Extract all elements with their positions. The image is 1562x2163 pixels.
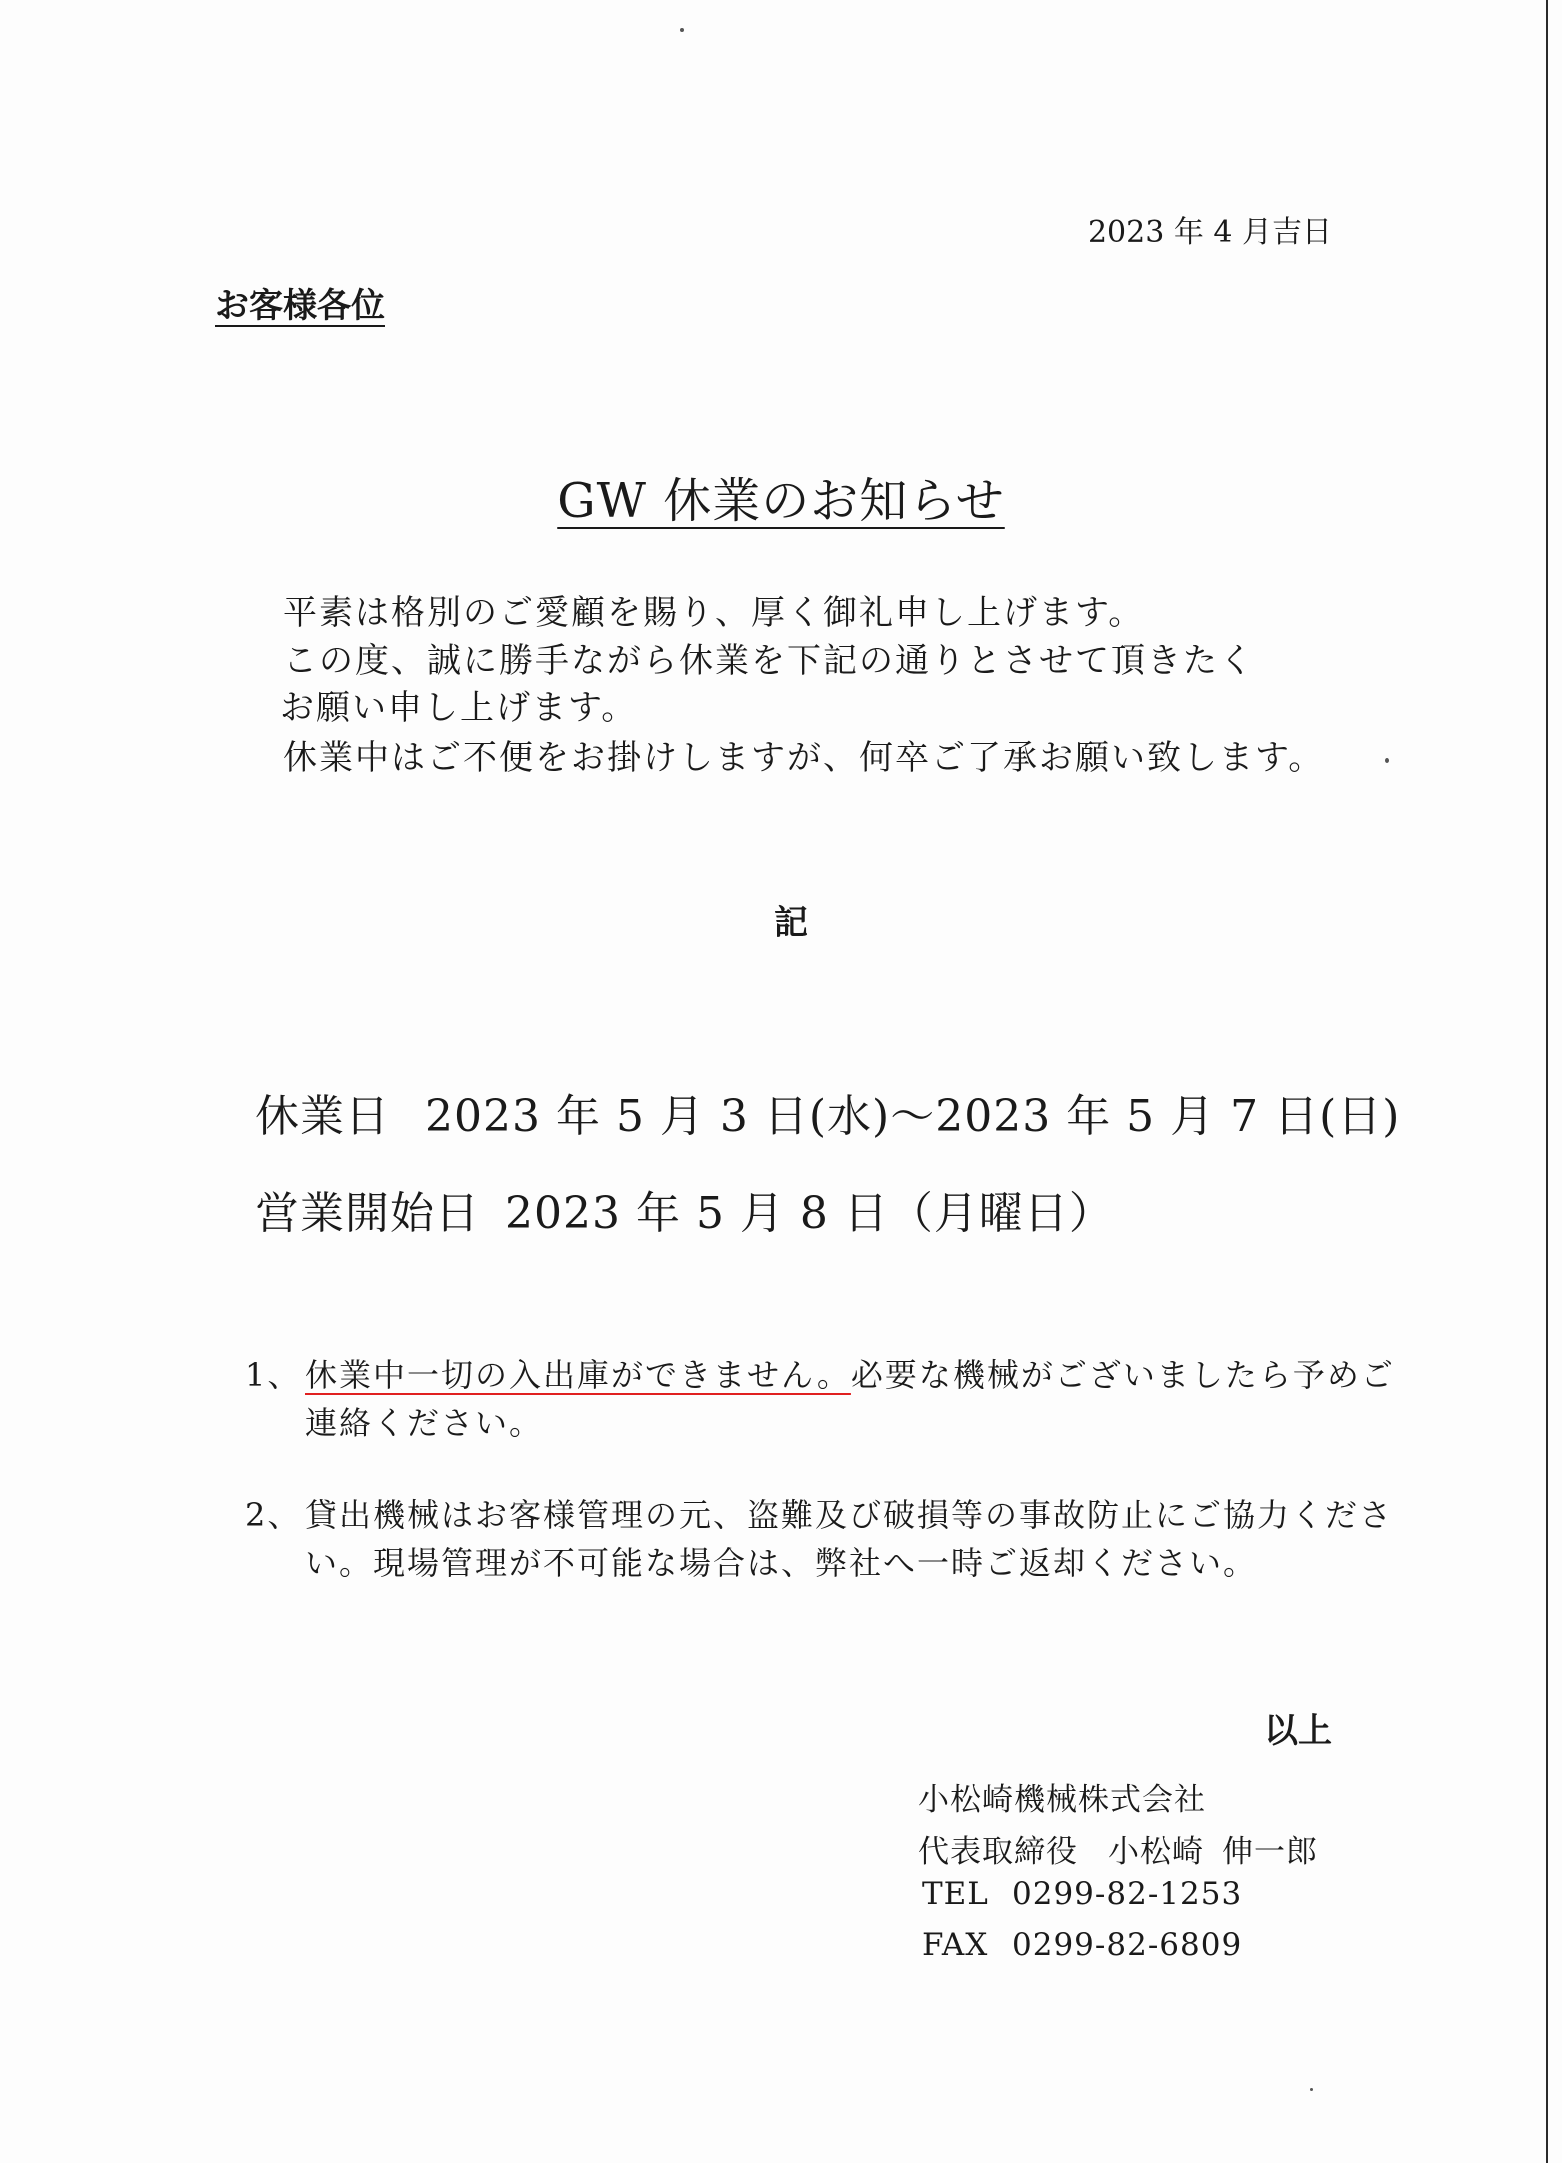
- scan-speck: [1385, 758, 1389, 763]
- scan-speck: [680, 28, 684, 32]
- addressee: お客様各位: [215, 286, 385, 326]
- closed-days-value: 2023 年 5 月 3 日(水)～2023 年 5 月 7 日(日): [425, 1091, 1401, 1142]
- signature-rep-given: 伸一郎: [1222, 1834, 1318, 1870]
- note-1-line-1: [305, 1350, 1395, 1396]
- scan-edge-line: [1546, 0, 1548, 2163]
- note-1-rest: 必要な機械がございましたら予めご: [850, 1356, 1395, 1394]
- document-title-text: GW 休業のお知らせ: [557, 473, 1005, 529]
- tel-number: 0299-82-1253: [1012, 1876, 1243, 1912]
- closed-days-label: 休業日: [255, 1091, 390, 1142]
- signature-fax: [922, 1927, 1242, 1963]
- signature-tel: [922, 1876, 1242, 1912]
- fax-number: 0299-82-6809: [1012, 1927, 1243, 1963]
- reopen-date-value: 2023 年 5 月 8 日（月曜日）: [505, 1188, 1114, 1239]
- fax-label: FAX: [922, 1927, 989, 1963]
- body-line-3: お願い申し上げます。: [280, 688, 638, 728]
- note-2-line-2: い。現場管理が不可能な場合は、弊社へ一時ご返却ください。: [305, 1544, 1258, 1582]
- signature-rep-surname: 小松崎: [1108, 1834, 1204, 1870]
- signature-company: 小松崎機械株式会社: [918, 1782, 1206, 1818]
- note-1-number: 1、: [245, 1356, 302, 1394]
- closing-mark: 以上: [1264, 1711, 1332, 1751]
- scan-speck: [1310, 2088, 1313, 2091]
- note-1-line-2: 連絡ください。: [305, 1404, 544, 1442]
- tel-label: TEL: [922, 1876, 989, 1912]
- ki-heading: 記: [774, 903, 808, 943]
- body-line-2: この度、誠に勝手ながら休業を下記の通りとさせて頂きたく: [283, 641, 1255, 681]
- body-line-4: 休業中はご不便をお掛けしますが、何卒ご了承お願い致します。: [283, 738, 1325, 778]
- note-2-line-1: 貸出機械はお客様管理の元、盗難及び破損等の事故防止にご協力くださ: [305, 1496, 1394, 1534]
- reopen-date-row: [255, 1177, 1114, 1241]
- reopen-date-label: 営業開始日: [255, 1188, 480, 1239]
- signature-representative: [918, 1826, 1318, 1871]
- signature-rep-role: 代表取締役: [918, 1834, 1078, 1870]
- note-2-number: 2、: [245, 1496, 302, 1534]
- body-line-1: 平素は格別のご愛顧を賜り、厚く御礼申し上げます。: [283, 593, 1145, 633]
- document-title: [0, 462, 1562, 531]
- issue-date: 2023 年 4 月吉日: [1087, 215, 1332, 250]
- note-1-emphasis: 休業中一切の入出庫ができません。: [305, 1356, 851, 1394]
- closed-days-row: [255, 1080, 1400, 1144]
